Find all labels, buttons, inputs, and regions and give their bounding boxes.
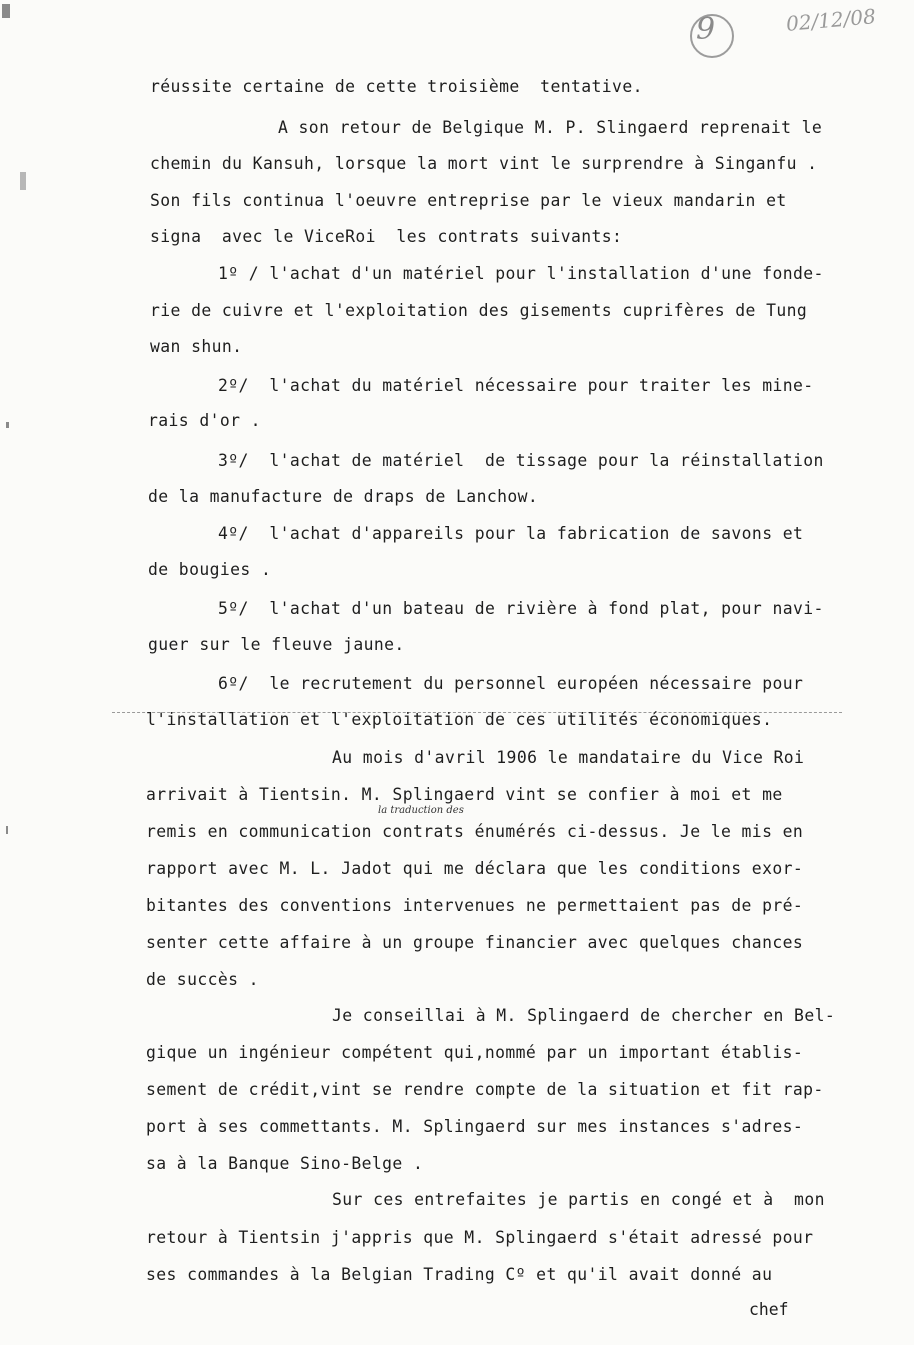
text-line: wan shun. <box>150 337 243 356</box>
text-line: sement de crédit,vint se rendre compte de la situation et fit rap- <box>146 1080 824 1099</box>
text-line: réussite certaine de cette troisième tentative. <box>150 77 643 96</box>
text-line: de bougies . <box>148 560 272 579</box>
text-line: chemin du Kansuh, lorsque la mort vint le surprendre à Singanfu . <box>150 154 818 173</box>
handwritten-insertion: la traduction des <box>378 805 464 816</box>
text-line: Au mois d'avril 1906 le mandataire du Vice Roi <box>332 748 805 767</box>
text-line: guer sur le fleuve jaune. <box>148 635 405 654</box>
text-line: Son fils continua l'oeuvre entreprise par le vieux mandarin et <box>150 191 787 210</box>
text-line: rie de cuivre et l'exploitation des gisements cuprifères de Tung <box>150 301 808 320</box>
text-line: arrivait à Tientsin. M. Splingaerd vint se confier à moi et me <box>146 785 783 804</box>
margin-mark-left <box>20 172 26 190</box>
text-line: bitantes des conventions intervenues ne permettaient pas de pré- <box>146 896 804 915</box>
text-line: 6º/ le recrutement du personnel européen nécessaire pour <box>218 674 804 693</box>
catchword: chef <box>749 1300 789 1319</box>
text-line: Je conseillai à M. Splingaerd de chercher en Bel- <box>332 1006 836 1025</box>
text-line: signa avec le ViceRoi les contrats suivants: <box>150 227 623 246</box>
text-line: Sur ces entrefaites je partis en congé et à mon <box>332 1190 825 1209</box>
text-line: de la manufacture de draps de Lanchow. <box>148 487 539 506</box>
text-line: 5º/ l'achat d'un bateau de rivière à fond plat, pour navi- <box>218 599 824 618</box>
text-line: senter cette affaire à un groupe financier avec quelques chances <box>146 933 804 952</box>
margin-mark-tick <box>6 826 8 834</box>
text-line: A son retour de Belgique M. P. Slingaerd reprenait le <box>278 118 823 137</box>
text-line: l'installation et l'exploitation de ces utilités économiques. <box>146 710 773 729</box>
text-line: gique un ingénieur compétent qui,nommé par un important établis- <box>146 1043 804 1062</box>
text-line: 2º/ l'achat du matériel nécessaire pour traiter les mine- <box>218 376 814 395</box>
handwritten-page-number: 9 <box>696 12 716 47</box>
text-line: remis en communication contrats énumérés ci-dessus. Je le mis en <box>146 822 804 841</box>
text-line: sa à la Banque Sino-Belge . <box>146 1154 424 1173</box>
text-line: 3º/ l'achat de matériel de tissage pour la réinstallation <box>218 451 824 470</box>
text-line: retour à Tientsin j'appris que M. Splingaerd s'était adressé pour <box>146 1228 814 1247</box>
text-line: de succès . <box>146 970 259 989</box>
text-line: 4º/ l'achat d'appareils pour la fabrication de savons et <box>218 524 804 543</box>
text-line: 1º / l'achat d'un matériel pour l'installation d'une fonde- <box>218 264 824 283</box>
text-line: rapport avec M. L. Jadot qui me déclara que les conditions exor- <box>146 859 804 878</box>
text-line: ses commandes à la Belgian Trading Cº et qu'il avait donné au <box>146 1265 773 1284</box>
handwritten-date: 02/12/08 <box>785 4 877 36</box>
margin-mark-top <box>2 4 10 18</box>
text-line: rais d'or . <box>148 411 261 430</box>
margin-mark-dot <box>6 422 9 428</box>
text-line: port à ses commettants. M. Splingaerd sur mes instances s'adres- <box>146 1117 804 1136</box>
